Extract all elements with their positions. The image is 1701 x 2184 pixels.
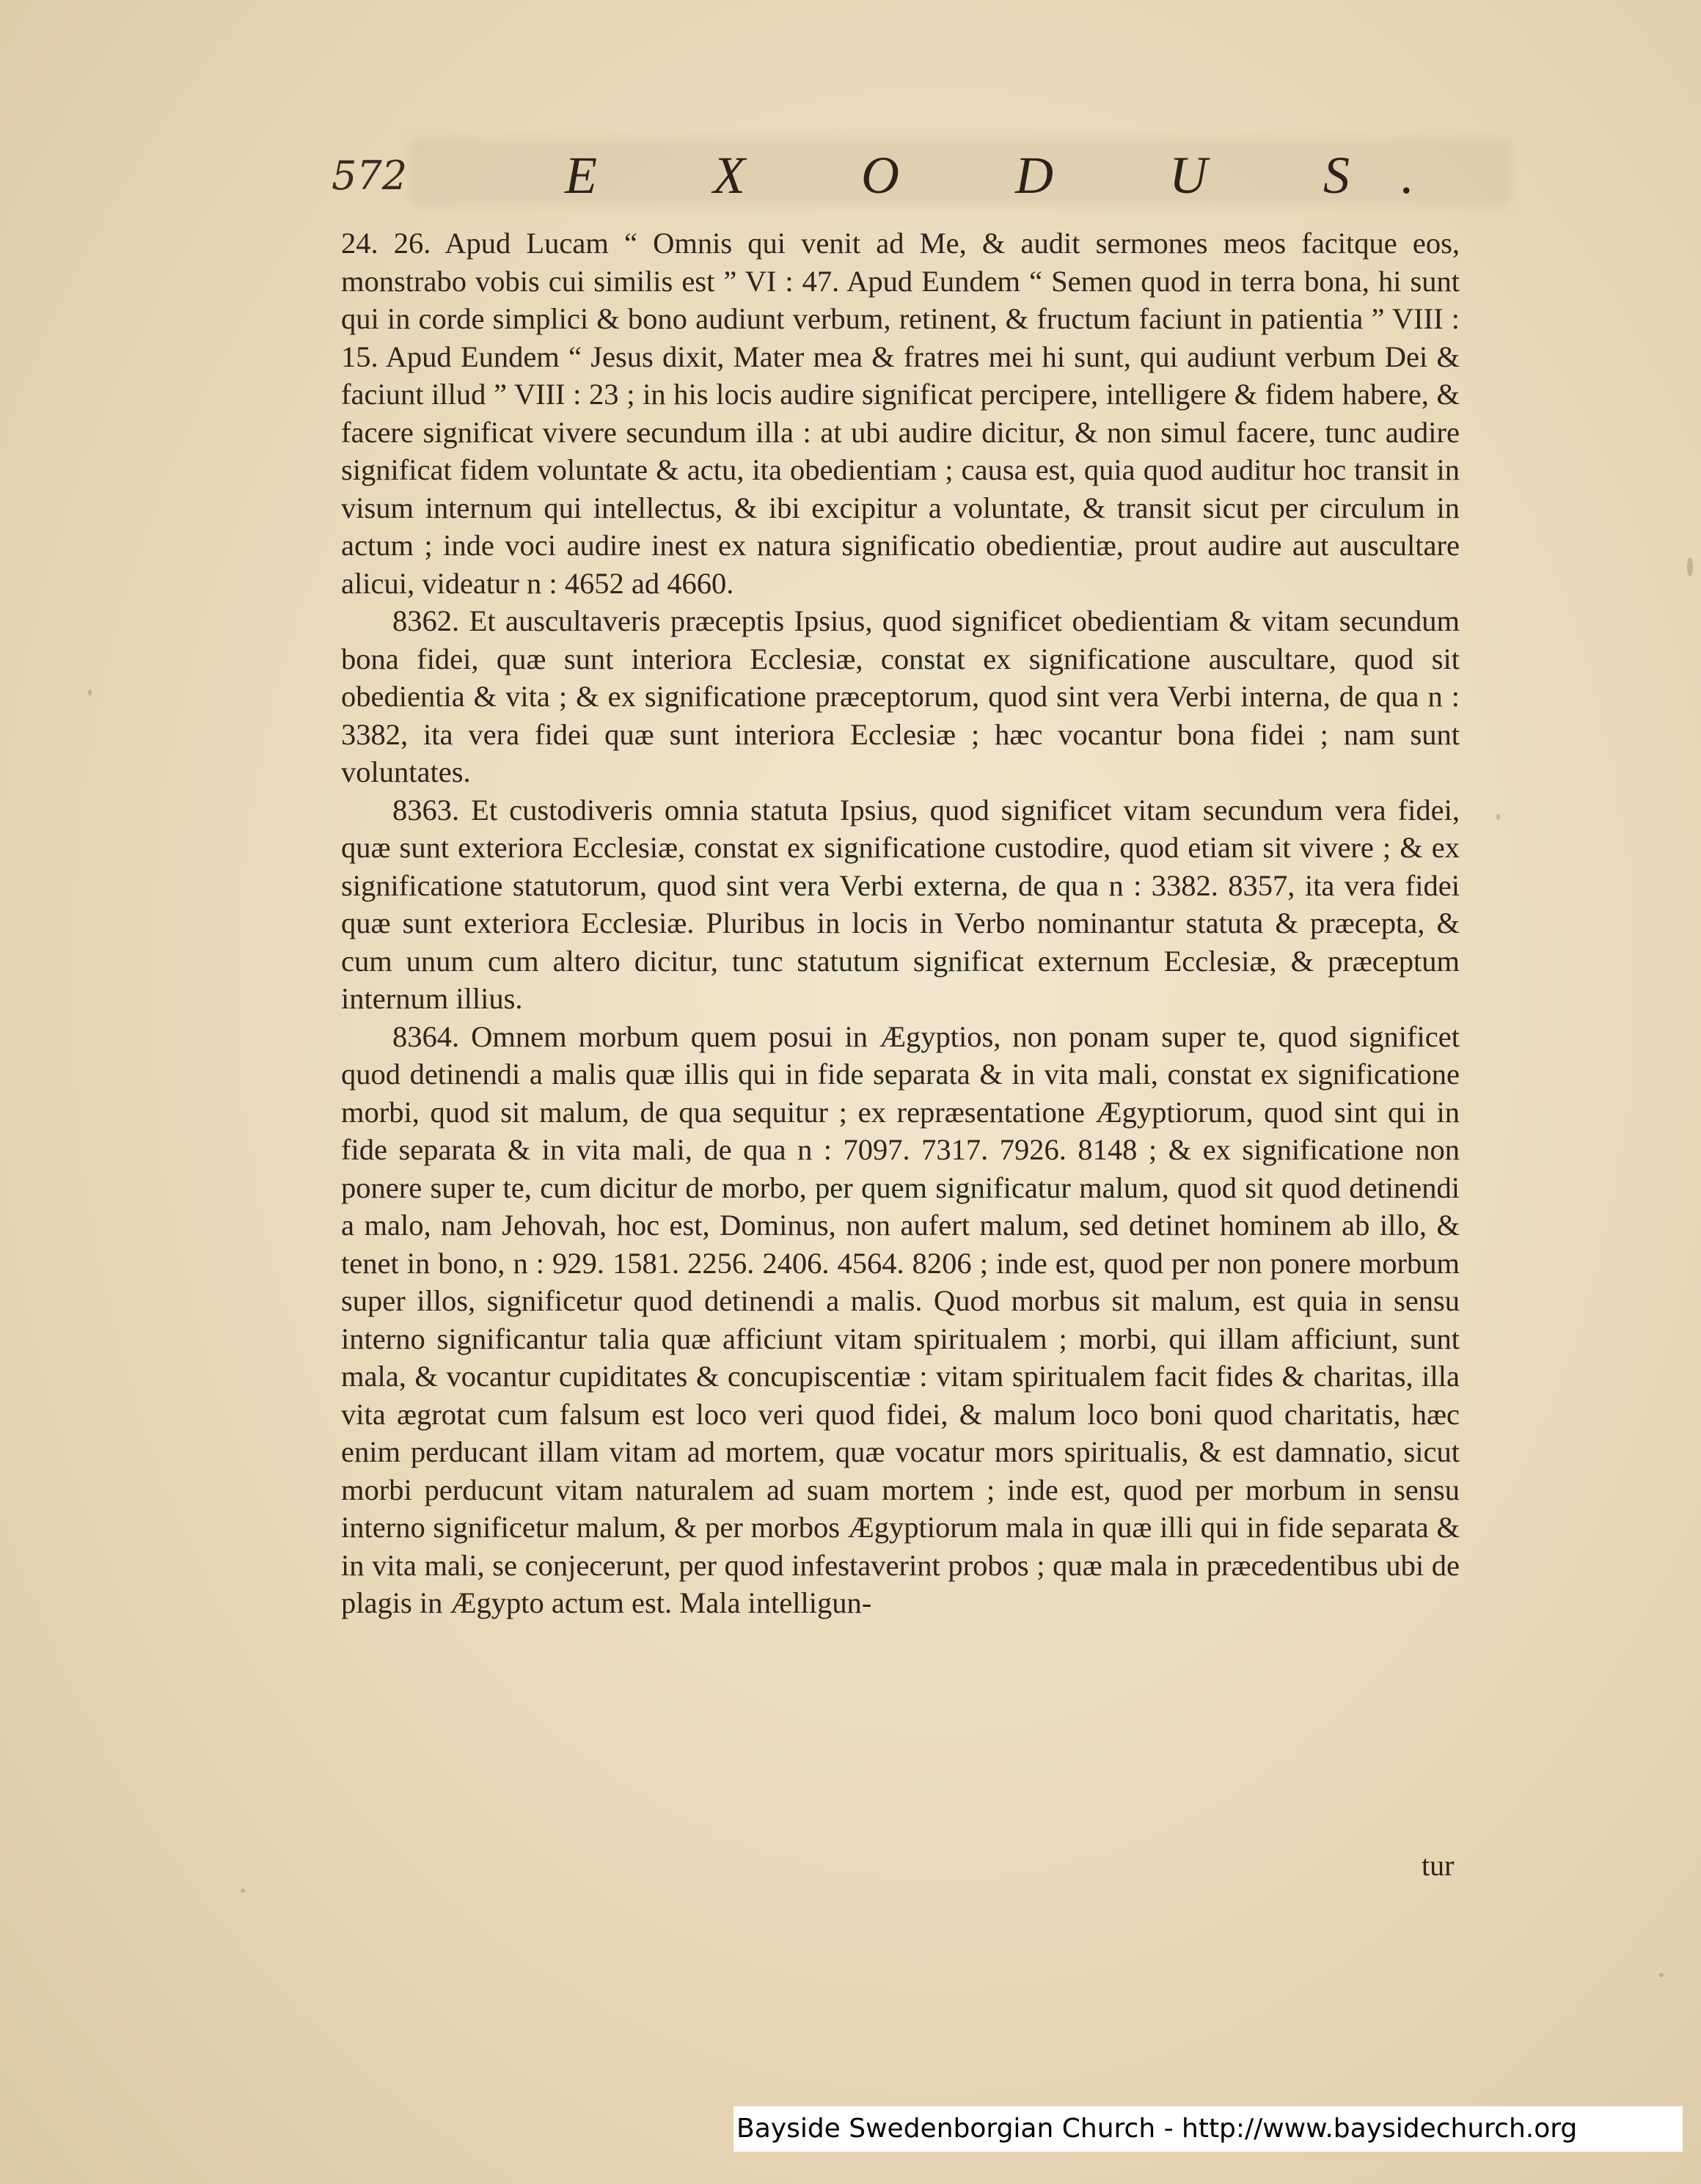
running-title: E X O D U S. <box>565 146 1466 205</box>
paper-speck <box>1659 1973 1664 1977</box>
watermark-link[interactable]: Bayside Swedenborgian Church - http://www.baysidechurch.org <box>734 2106 1683 2152</box>
paragraph-8363: 8363. Et custodiveris omnia statuta Ipsius, quod significet vitam secundum vera fidei, quæ sunt exteriora Ecclesiæ, constat ex significatione custodire, quod etiam sit vivere ; & ex significatione statutorum, quod sint vera Verbi externa, de qua n : 3382. 8357, ita vera fidei quæ sunt exteriora Ecclesiæ. Pluribus in locis in Verbo nominantur statuta & præcepta, & cum unum cum altero dicitur, tunc statutum significat externum Ecclesiæ, & præceptum internum illius. <box>341 793 1460 1015</box>
paper-speck <box>241 1888 245 1893</box>
paragraph-8362: 8362. Et auscultaveris præceptis Ipsius, quod significet obedientiam & vitam secundum bona fidei, quæ sunt interiora Ecclesiæ, constat ex significatione auscultare, quod sit obedientia & vita ; & ex significatione præceptorum, quod sint vera Verbi interna, de qua n : 3382, ita vera fidei quæ sunt interiora Ecclesiæ ; hæc vocantur bona fidei ; nam sunt voluntates. <box>341 604 1460 788</box>
paragraph-continued: 24. 26. Apud Lucam “ Omnis qui venit ad Me, & audit sermones meos facitque eos, monstrabo vobis cui similis est ” VI : 47. Apud Eundem “ Semen quod in terra bona, hi sunt qui in corde simplici & bono audiunt verbum, retinent, & fructum faciunt in patientia ” VIII : 15. Apud Eundem “ Jesus dixit, Mater mea & fratres mei hi sunt, qui audiunt verbum Dei & faciunt illud ” VIII : 23 ; in his locis audire significat percipere, intelligere & fidem habere, & facere significat vivere secundum illa : at ubi audire dicitur, & non simul facere, tunc audire significat fidem voluntate & actu, ita obedientiam ; causa est, quia quod auditur hoc transit in visum internum qui intellectus, & ibi excipitur a voluntate, & transit sicut per circulum in actum ; inde voci audire inest ex natura significatio obedientiæ, prout audire aut auscultare alicui, videatur n : 4652 ad 4660. <box>341 227 1460 600</box>
paper-speck <box>1687 557 1693 576</box>
paper-speck <box>1496 814 1500 820</box>
page-number: 572 <box>332 153 408 199</box>
body-text <box>341 224 1460 1622</box>
catchword: tur <box>1422 1849 1455 1882</box>
paper-speck <box>88 689 92 696</box>
running-head <box>332 145 1476 211</box>
paragraph-8364: 8364. Omnem morbum quem posui in Ægyptios, non ponam super te, quod significet quod detinendi a malis quæ illis qui in fide separata & in vita mali, constat ex significatione morbi, quod sit malum, de qua sequitur ; ex repræsentatione Ægyptiorum, quod sint qui in fide separata & in vita mali, de qua n : 7097. 7317. 7926. 8148 ; & ex significatione non ponere super te, cum dicitur de morbo, per quem significatur malum, quod sit quod detinendi a malo, nam Jehovah, hoc est, Dominus, non aufert malum, sed detinet hominem ab illo, & tenet in bono, n : 929. 1581. 2256. 2406. 4564. 8206 ; inde est, quod per non ponere morbum super illos, significetur quod detinendi a malis. Quod morbus sit malum, est quia in sensu interno significantur talia quæ afficiunt vitam spiritualem ; morbi, qui illam afficiunt, sunt mala, & vocantur cupiditates & concupiscentiæ : vitam spiritualem facit fides & charitas, illa vita ægrotat cum falsum est loco veri quod fidei, & malum loco boni quod charitatis, hæc enim perducant illam vitam ad mortem, quæ vocatur mors spiritualis, & est damnatio, sicut morbi perducunt vitam naturalem ad suam mortem ; inde est, quod per morbum in sensu interno significetur malum, & per morbos Ægyptiorum mala in quæ illi qui in fide separata & in vita mali, se conjecerunt, per quod infestaverint probos ; quæ mala in præcedentibus ubi de plagis in Ægypto actum est. Mala intelligun- <box>341 1019 1460 1619</box>
